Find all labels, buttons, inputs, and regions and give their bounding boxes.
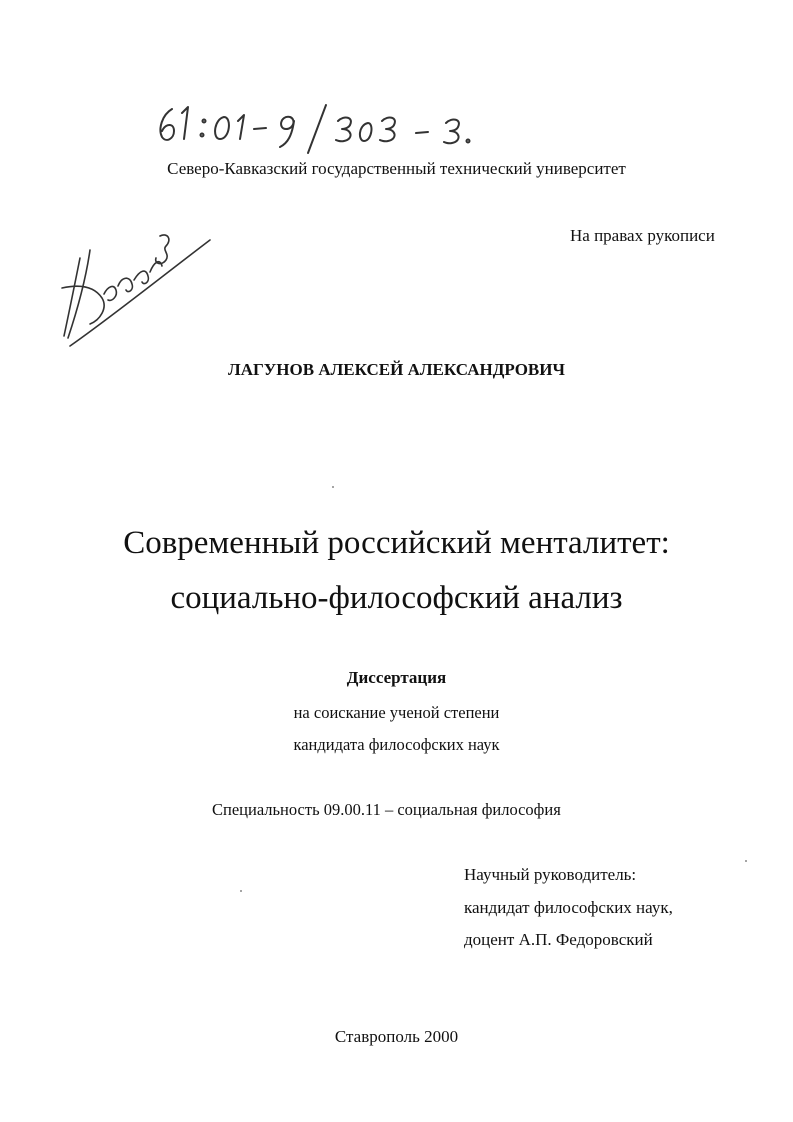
handwritten-signature xyxy=(50,228,220,348)
manuscript-note: На правах рукописи xyxy=(570,226,715,245)
city-year: Ставрополь 2000 xyxy=(334,1027,459,1046)
author-name: ЛАГУНОВ АЛЕКСЕЙ АЛЕКСАНДРОВИЧ xyxy=(228,360,565,379)
supervisor-name: доцент А.П. Федоровский xyxy=(464,930,653,949)
dissertation-title-line-2: социально-философский анализ xyxy=(170,580,623,616)
specialty: Специальность 09.00.11 – социальная философия xyxy=(212,800,561,819)
supervisor-label: Научный руководитель: xyxy=(464,865,637,884)
university-name: Северо-Кавказский государственный технический университет xyxy=(167,159,626,178)
degree-line-2: кандидата философских наук xyxy=(293,735,500,754)
scan-speck xyxy=(332,486,334,488)
dissertation-title-line-1: Современный российский менталитет: xyxy=(123,525,670,561)
supervisor-degree: кандидат философских наук, xyxy=(464,898,673,917)
work-type: Диссертация xyxy=(346,668,447,687)
handwritten-archive-number xyxy=(150,95,550,155)
scan-speck xyxy=(240,890,242,892)
scan-speck xyxy=(745,860,747,862)
degree-line-1: на соискание ученой степени xyxy=(293,703,500,722)
